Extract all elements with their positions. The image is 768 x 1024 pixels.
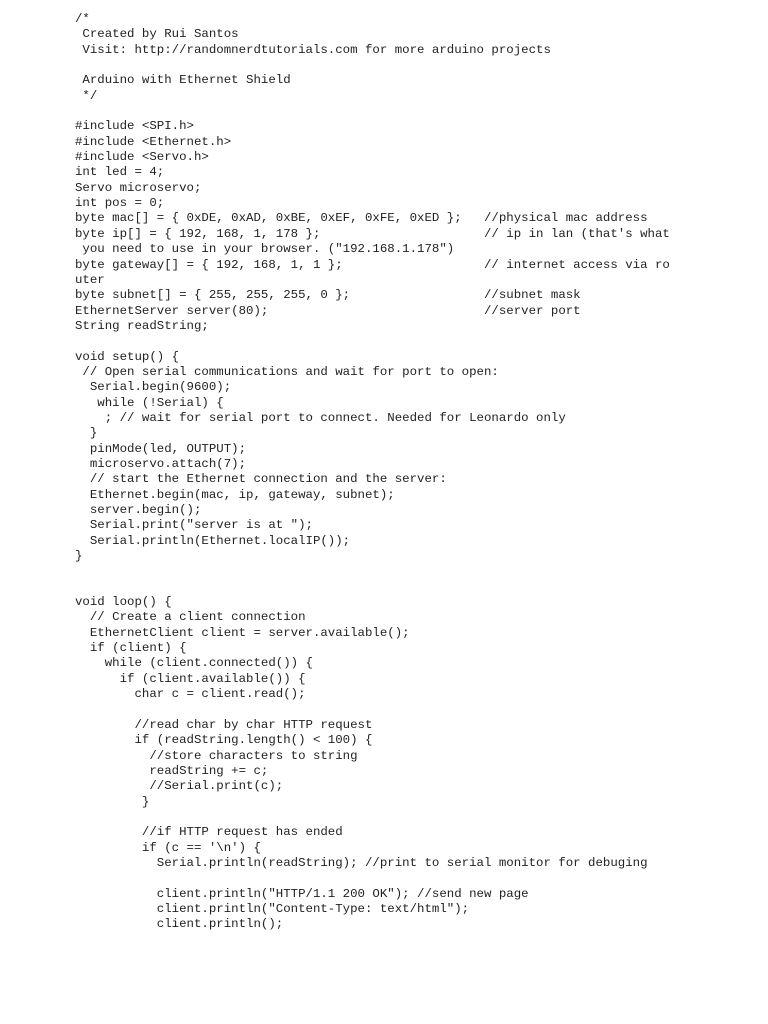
code-line: // Create a client connection bbox=[75, 610, 306, 625]
code-line: if (client.available()) { bbox=[75, 671, 306, 686]
code-line bbox=[75, 702, 755, 717]
code-line bbox=[75, 580, 755, 595]
code-line: String readString; bbox=[75, 318, 209, 333]
code-line bbox=[75, 58, 755, 73]
code-line bbox=[75, 871, 755, 886]
code-line: client.println(); bbox=[75, 917, 284, 932]
code-line: while (!Serial) { bbox=[75, 395, 224, 410]
code-line: //Serial.print(c); bbox=[75, 779, 284, 794]
code-line: ; // wait for serial port to connect. Needed for Leonardo only bbox=[75, 410, 566, 425]
code-line: } bbox=[75, 426, 98, 441]
code-line bbox=[75, 810, 755, 825]
code-line: int led = 4; bbox=[75, 165, 165, 180]
code-line: } bbox=[75, 549, 83, 564]
code-line bbox=[75, 104, 755, 119]
code-line: byte gateway[] = { 192, 168, 1, 1 }; // internet access via ro bbox=[75, 257, 670, 272]
code-line: #include <Servo.h> bbox=[75, 150, 209, 165]
code-line: Ethernet.begin(mac, ip, gateway, subnet); bbox=[75, 487, 395, 502]
code-line: Serial.print("server is at "); bbox=[75, 518, 313, 533]
code-line: client.println("HTTP/1.1 200 OK"); //send new page bbox=[75, 886, 529, 901]
code-line: you need to use in your browser. ("192.168.1.178") bbox=[75, 242, 455, 257]
code-line: byte ip[] = { 192, 168, 1, 178 }; // ip in lan (that's what bbox=[75, 226, 670, 241]
code-line: pinMode(led, OUTPUT); bbox=[75, 441, 247, 456]
code-line: server.begin(); bbox=[75, 503, 202, 517]
code-line: char c = client.read(); bbox=[75, 687, 306, 702]
code-line: //read char by char HTTP request bbox=[75, 717, 373, 732]
code-line: //store characters to string bbox=[75, 748, 358, 763]
code-line: //if HTTP request has ended bbox=[75, 825, 343, 840]
code-line: if (readString.length() < 100) { bbox=[75, 733, 373, 748]
code-line: // start the Ethernet connection and the server: bbox=[75, 472, 447, 487]
code-line: Servo microservo; bbox=[75, 180, 202, 195]
code-line: /* bbox=[75, 12, 90, 26]
code-line: void setup() { bbox=[75, 349, 180, 364]
code-line: uter bbox=[75, 272, 105, 287]
code-line: int pos = 0; bbox=[75, 196, 165, 211]
code-line: #include <Ethernet.h> bbox=[75, 134, 232, 149]
code-line: Visit: http://randomnerdtutorials.com for more arduino projects bbox=[75, 42, 551, 57]
code-line: readString += c; bbox=[75, 763, 269, 778]
code-line: if (c == '\n') { bbox=[75, 840, 261, 855]
code-line: } bbox=[75, 794, 150, 809]
code-line: Arduino with Ethernet Shield bbox=[75, 73, 291, 88]
code-line: if (client) { bbox=[75, 641, 187, 656]
code-line: while (client.connected()) { bbox=[75, 656, 313, 671]
code-line bbox=[75, 334, 755, 349]
code-line: Created by Rui Santos bbox=[75, 27, 239, 42]
code-line: byte mac[] = { 0xDE, 0xAD, 0xBE, 0xEF, 0xFE, 0xED }; //physical mac address bbox=[75, 211, 648, 226]
code-line: void loop() { bbox=[75, 595, 172, 610]
code-line: byte subnet[] = { 255, 255, 255, 0 }; //subnet mask bbox=[75, 288, 581, 303]
code-line: Serial.println(Ethernet.localIP()); bbox=[75, 533, 351, 548]
code-line: EthernetClient client = server.available(); bbox=[75, 625, 410, 640]
code-line: microservo.attach(7); bbox=[75, 456, 247, 471]
code-line: client.println("Content-Type: text/html"); bbox=[75, 901, 470, 916]
code-listing bbox=[75, 12, 755, 933]
code-line: */ bbox=[75, 88, 98, 103]
code-line bbox=[75, 564, 755, 579]
code-line: EthernetServer server(80); //server port bbox=[75, 303, 581, 318]
code-line: Serial.println(readString); //print to serial monitor for debuging bbox=[75, 855, 648, 870]
code-line: // Open serial communications and wait for port to open: bbox=[75, 364, 499, 379]
code-line: Serial.begin(9600); bbox=[75, 380, 232, 395]
code-line: #include <SPI.h> bbox=[75, 119, 194, 134]
